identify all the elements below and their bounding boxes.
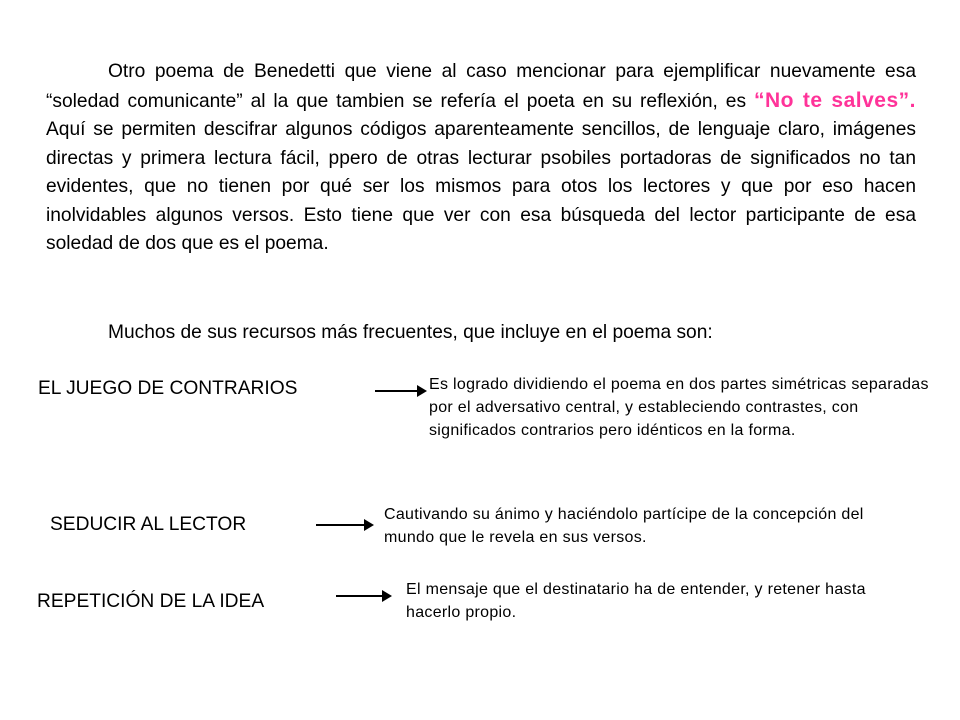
resource-heading-seducir: SEDUCIR AL LECTOR: [50, 514, 247, 535]
resource-heading-contrarios: EL JUEGO DE CONTRARIOS: [38, 378, 298, 399]
arrow-right-icon: [316, 519, 374, 531]
resource-description-seducir: Cautivando su ánimo y haciéndolo partícipe de la concepción del mundo que le revela en sus versos.: [384, 506, 864, 546]
resource-description-repeticion: El mensaje que el destinatario ha de entender, y retener hasta hacerlo propio.: [406, 581, 866, 621]
resource-description-contrarios: Es logrado dividiendo el poema en dos partes simétricas separadas por el adversativo central, y estableciendo contrastes, con significados contrarios pero idénticos en la forma.: [429, 376, 929, 439]
paragraph-text-part2: Aquí se permiten descifrar algunos códigos aparenteamente sencillos, de lenguaje claro, imágenes directas y primera lectura fácil, ppero de otras lecturar psobiles portadoras de significados no tan evidentes, que no tienen por qué ser los mismos para otos los lectores y que por eso hacen inolvidables algunos versos. Esto tiene que ver con esa búsqueda del lector participante de esa soledad de dos que es el poema.: [46, 119, 916, 254]
resources-intro: Muchos de sus recursos más frecuentes, que incluye en el poema son:: [108, 322, 713, 343]
poem-title-highlight: “No te salves”.: [753, 88, 916, 112]
arrow-right-icon: [375, 385, 427, 397]
paragraph-text-part1: Otro poema de Benedetti que viene al caso mencionar para ejemplificar nuevamente esa “soledad comunicante” al la que tambien se refería el poeta en su reflexión, es: [46, 61, 916, 112]
resource-heading-repeticion: REPETICIÓN DE LA IDEA: [37, 591, 265, 612]
body-paragraph: [46, 58, 916, 259]
arrow-right-icon: [336, 590, 392, 602]
